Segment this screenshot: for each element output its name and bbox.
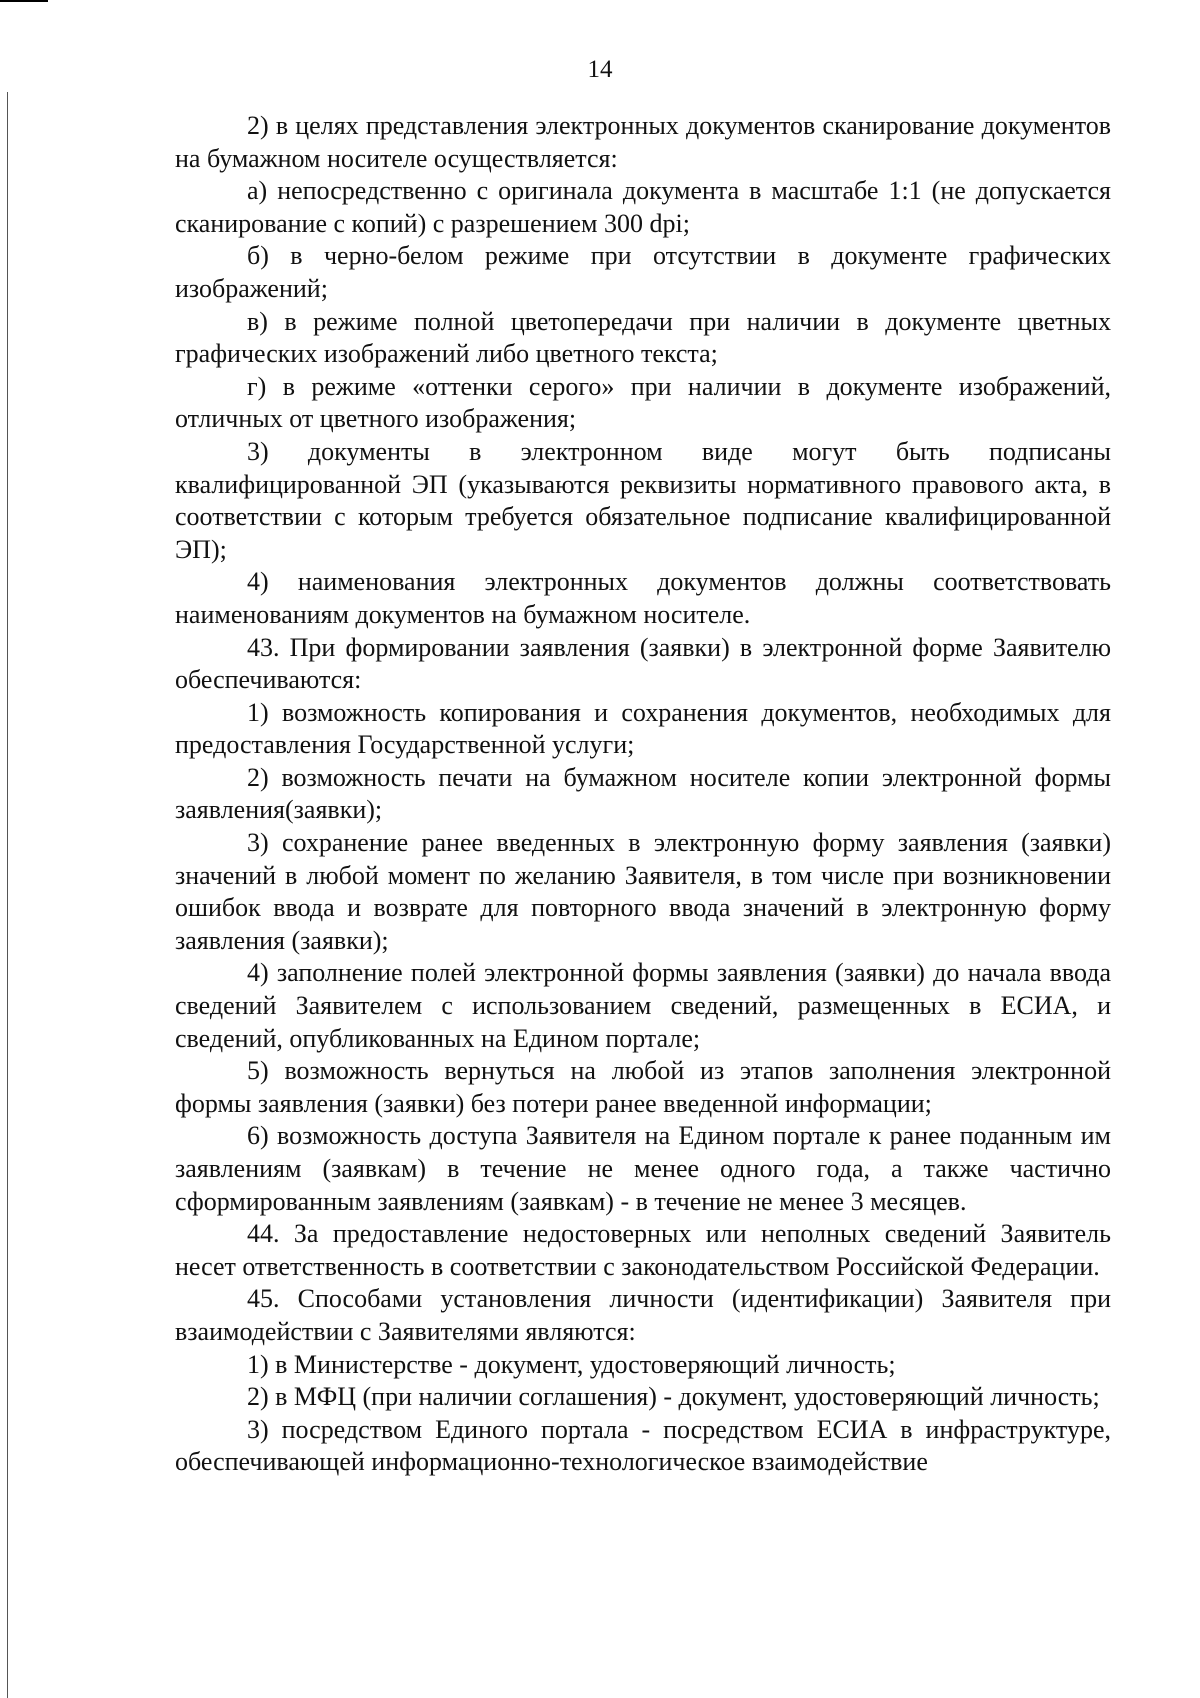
paragraph: 3) посредством Единого портала - посредством ЕСИА в инфраструктуре, обеспечивающей информационно-технологическое взаимодействие xyxy=(175,1414,1111,1477)
paragraph: 6) возможность доступа Заявителя на Едином портале к ранее поданным им заявлениям (заявкам) в течение не менее одного года, а также частично сформированным заявлениям (заявкам) - в течение не менее 3 месяцев. xyxy=(175,1121,1111,1216)
paragraph: 43. При формировании заявления (заявки) в электронной форме Заявителю обеспечиваются: xyxy=(175,632,1111,695)
paragraph: г) в режиме «оттенки серого» при наличии в документе изображений, отличных от цветного изображения; xyxy=(175,371,1111,434)
paragraph: 3) сохранение ранее введенных в электронную форму заявления (заявки) значений в любой момент по желанию Заявителя, в том числе при возникновении ошибок ввода и возврате для повторного ввода значений в электронную форму заявления (заявки); xyxy=(175,828,1111,955)
paragraph: 1) в Министерстве - документ, удостоверяющий личность; xyxy=(247,1349,896,1379)
paragraph: 4) наименования электронных документов должны соответствовать наименованиям документов на бумажном носителе. xyxy=(175,567,1111,629)
paragraph: а) непосредственно с оригинала документа в масштабе 1:1 (не допускается сканирование с копий) с разрешением 300 dpi; xyxy=(175,176,1111,238)
paragraph: 44. За предоставление недостоверных или неполных сведений Заявитель несет ответственность в соответствии с законодательством Российской Федерации. xyxy=(175,1219,1111,1281)
page-number: 14 xyxy=(587,56,613,83)
paragraph: 2) в целях представления электронных документов сканирование документов на бумажном носителе осуществляется: xyxy=(175,111,1111,173)
document-body xyxy=(175,110,1111,1479)
paragraph: 5) возможность вернуться на любой из этапов заполнения электронной формы заявления (заявки) без потери ранее введенной информации; xyxy=(175,1056,1111,1118)
scan-edge-mark xyxy=(0,0,48,2)
paragraph: 4) заполнение полей электронной формы заявления (заявки) до начала ввода сведений Заявителем с использованием сведений, размещенных в ЕСИА, и сведений, опубликованных на Едином портале; xyxy=(175,958,1111,1053)
scan-left-border xyxy=(7,92,8,1698)
paragraph: 2) в МФЦ (при наличии соглашения) - документ, удостоверяющий личность; xyxy=(247,1382,1100,1412)
paragraph: 45. Способами установления личности (идентификации) Заявителя при взаимодействии с Заявителями являются: xyxy=(175,1284,1111,1346)
paragraph: б) в черно-белом режиме при отсутствии в документе графических изображений; xyxy=(175,241,1111,303)
paragraph: 3) документы в электронном виде могут быть подписаны квалифицированной ЭП (указываются реквизиты нормативного правового акта, в соответствии с которым требуется обязательное подписание квалифицированной ЭП); xyxy=(175,436,1111,564)
paragraph: 2) возможность печати на бумажном носителе копии электронной формы заявления(заявки); xyxy=(175,762,1111,825)
paragraph: 1) возможность копирования и сохранения документов, необходимых для предоставления Государственной услуги; xyxy=(175,697,1111,760)
paragraph: в) в режиме полной цветопередачи при наличии в документе цветных графических изображений либо цветного текста; xyxy=(175,306,1111,369)
